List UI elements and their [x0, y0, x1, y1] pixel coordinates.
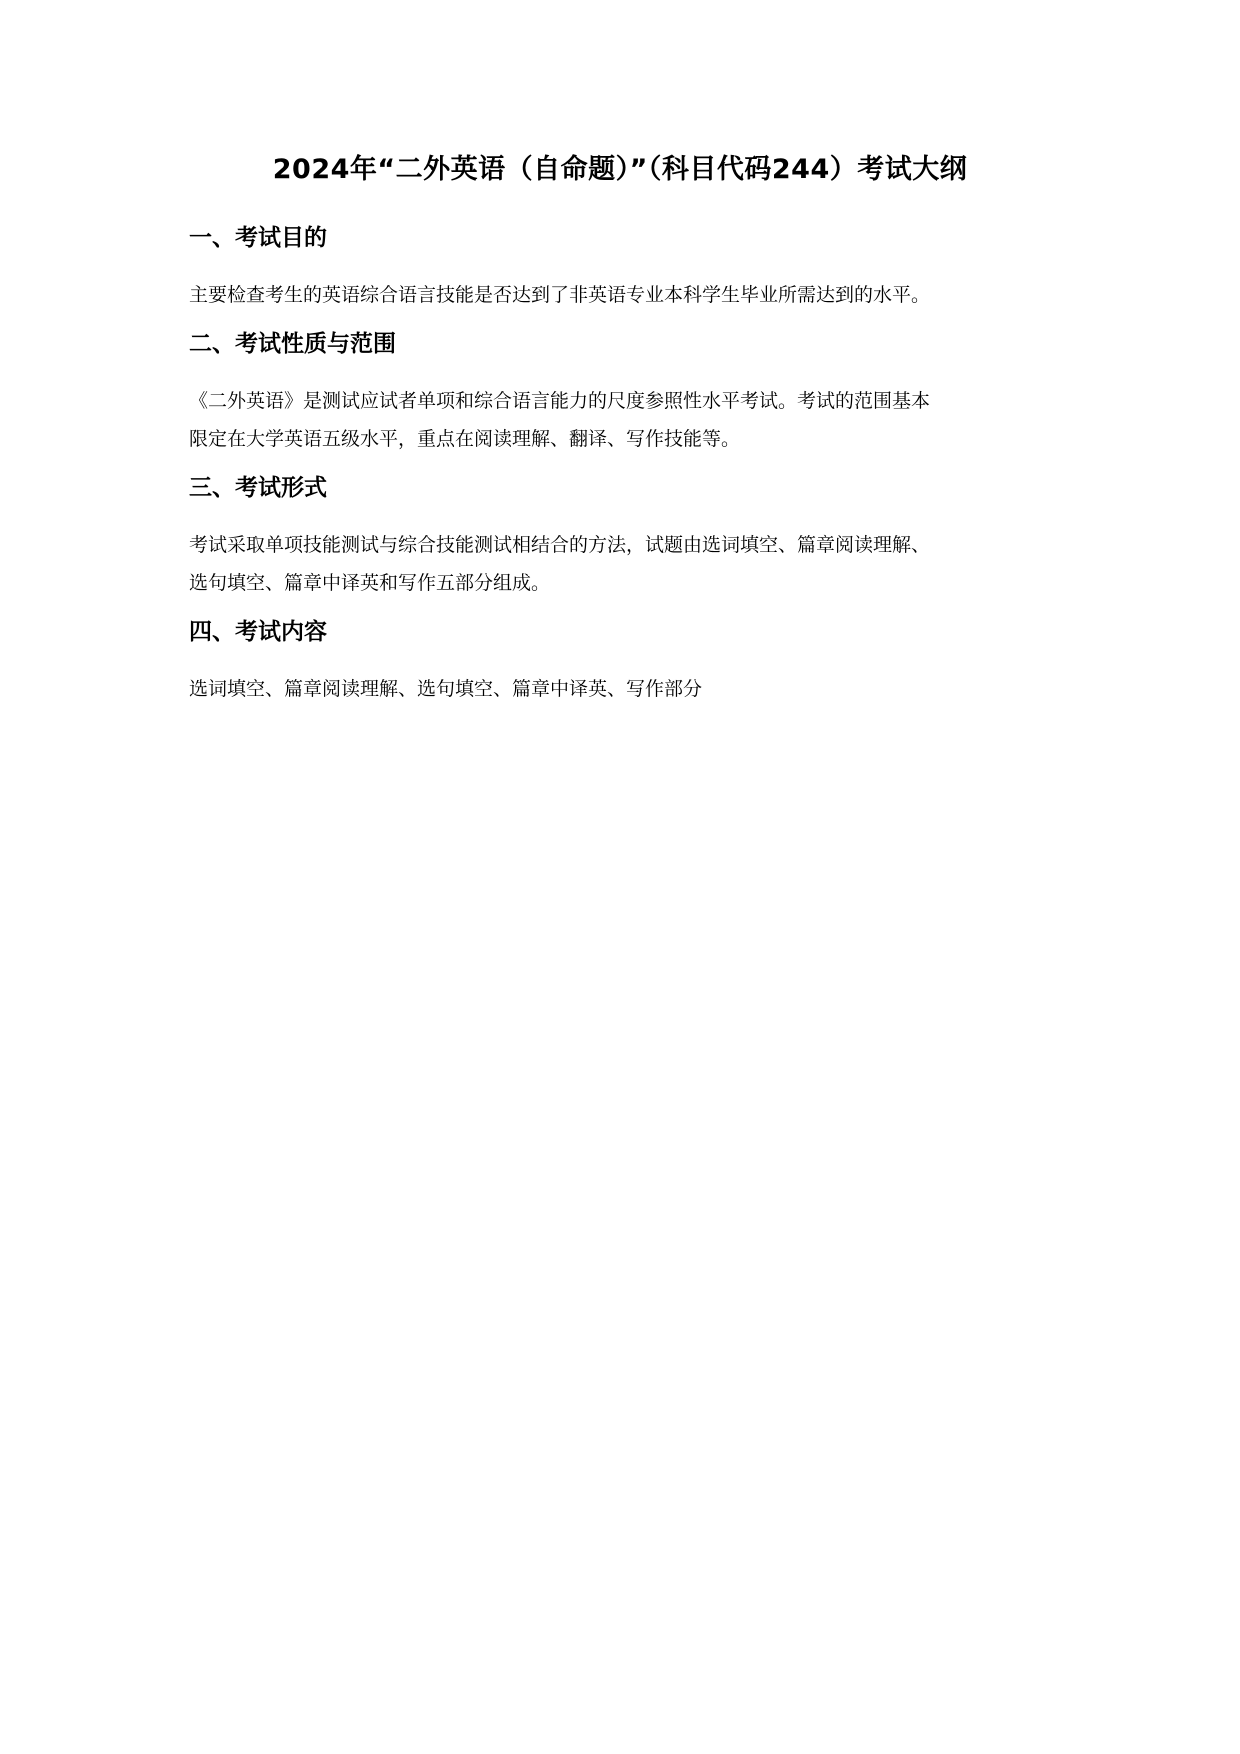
paragraph-line: 限定在大学英语五级水平，重点在阅读理解、翻译、写作技能等。 — [189, 428, 741, 450]
section-heading: 三、考试形式 — [189, 475, 327, 501]
section-heading: 二、考试性质与范围 — [189, 331, 396, 357]
paragraph-line: 选句填空、篇章中译英和写作五部分组成。 — [189, 572, 551, 594]
section-paragraph — [189, 526, 1069, 602]
paragraph-line: 选词填空、篇章阅读理解、选句填空、篇章中译英、写作部分 — [189, 678, 703, 700]
section-exam-content — [189, 616, 1069, 714]
section-paragraph — [189, 670, 1069, 708]
section-exam-purpose — [189, 222, 1069, 320]
section-heading: 四、考试内容 — [189, 619, 327, 645]
paragraph-line: 《二外英语》是测试应试者单项和综合语言能力的尺度参照性水平考试。考试的范围基本 — [189, 390, 931, 412]
section-heading: 一、考试目的 — [189, 225, 327, 251]
section-exam-nature-scope — [189, 328, 1069, 464]
document-title: 2024年“二外英语（自命题）”（科目代码244）考试大纲 — [272, 154, 968, 185]
paragraph-line: 考试采取单项技能测试与综合技能测试相结合的方法，试题由选词填空、篇章阅读理解、 — [189, 534, 931, 556]
section-paragraph — [189, 382, 1069, 458]
section-exam-format — [189, 472, 1069, 608]
paragraph-line: 主要检查考生的英语综合语言技能是否达到了非英语专业本科学生毕业所需达到的水平。 — [189, 284, 931, 306]
section-paragraph — [189, 276, 1069, 314]
